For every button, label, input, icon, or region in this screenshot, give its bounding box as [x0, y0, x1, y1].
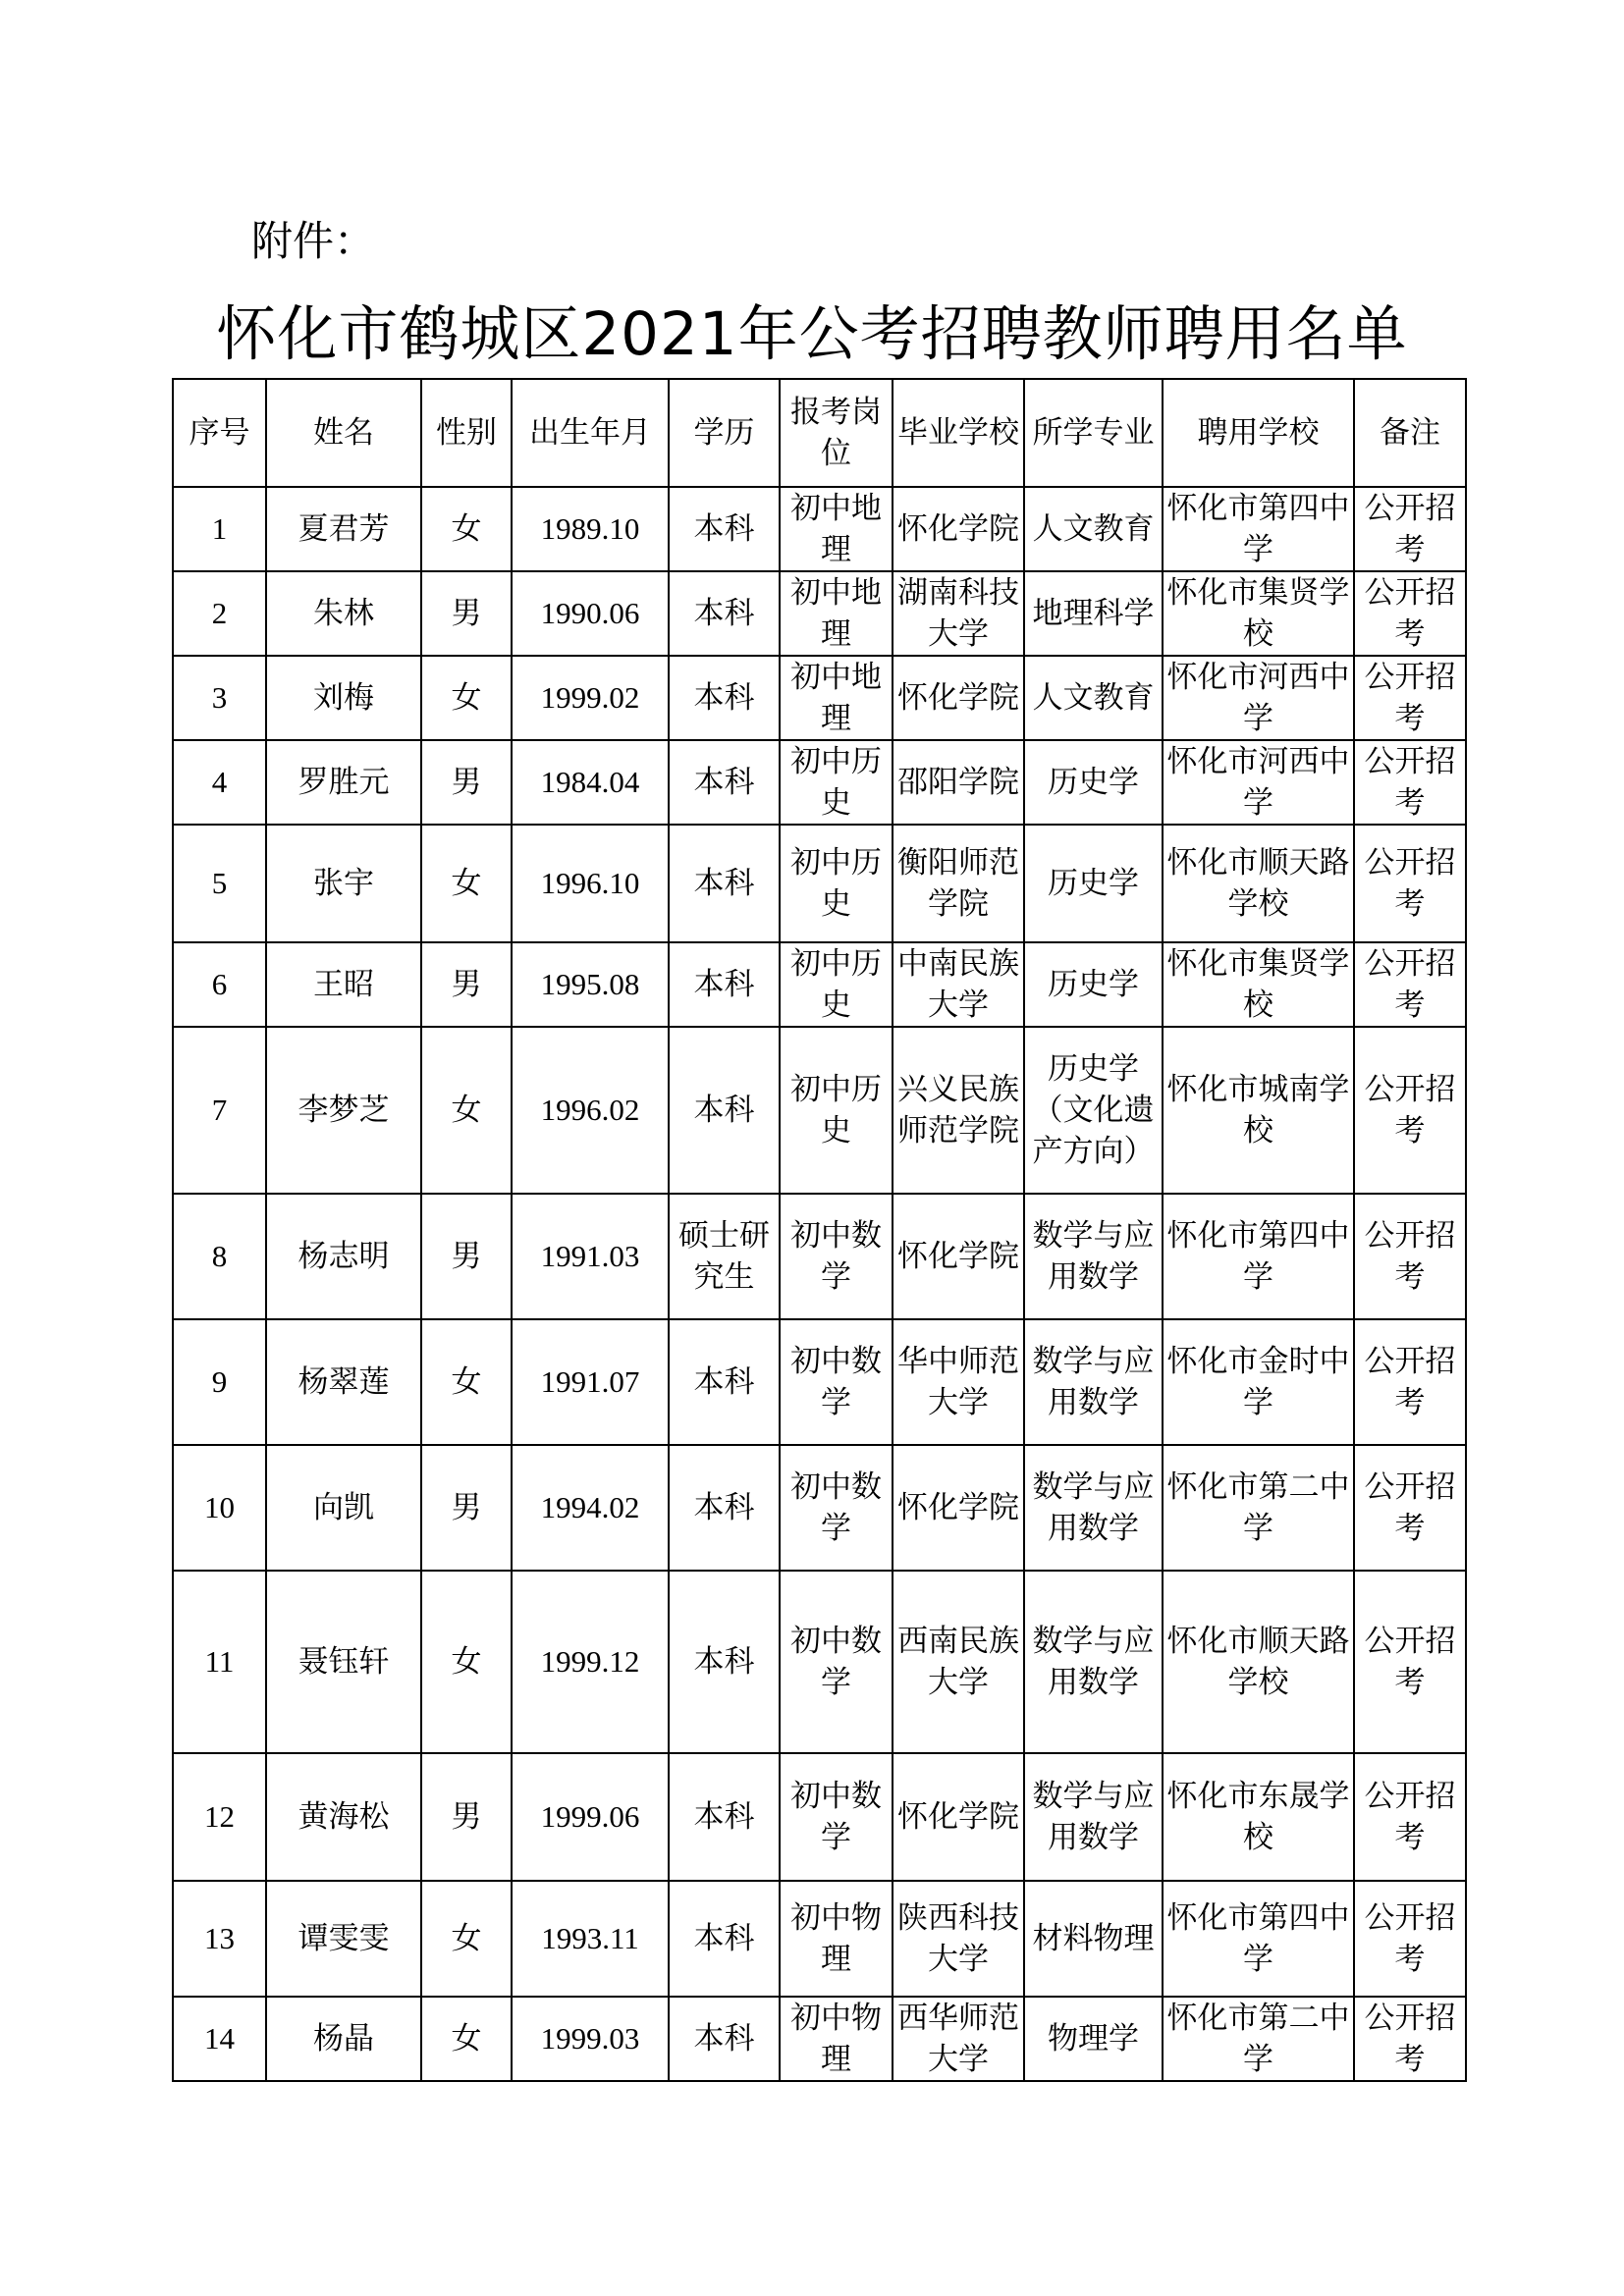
header-cell: 出生年月: [512, 379, 669, 487]
table-cell: 怀化市顺天路学校: [1163, 825, 1354, 942]
table-cell: 本科: [669, 1571, 780, 1753]
table-cell: 2: [173, 571, 266, 656]
table-cell: 历史学: [1024, 740, 1163, 825]
table-cell: 黄海松: [266, 1753, 421, 1881]
table-cell: 初中数学: [780, 1194, 893, 1319]
table-cell: 女: [421, 1997, 512, 2081]
table-row: [173, 487, 1466, 571]
table-row: [173, 942, 1466, 1027]
table-cell: 公开招考: [1354, 1571, 1466, 1753]
table-cell: 6: [173, 942, 266, 1027]
table-cell: 女: [421, 1027, 512, 1194]
table-cell: 初中地理: [780, 571, 893, 656]
table-cell: 怀化市顺天路学校: [1163, 1571, 1354, 1753]
table-cell: 王昭: [266, 942, 421, 1027]
table-cell: 数学与应用数学: [1024, 1319, 1163, 1445]
table-row: [173, 571, 1466, 656]
table-cell: 数学与应用数学: [1024, 1753, 1163, 1881]
header-cell: 所学专业: [1024, 379, 1163, 487]
table-row: [173, 825, 1466, 942]
table-cell: 数学与应用数学: [1024, 1571, 1163, 1753]
table-cell: 男: [421, 942, 512, 1027]
header-cell: 序号: [173, 379, 266, 487]
table-cell: 本科: [669, 1027, 780, 1194]
table-cell: 1989.10: [512, 487, 669, 571]
table-cell: 公开招考: [1354, 740, 1466, 825]
table-row: [173, 656, 1466, 740]
table-cell: 公开招考: [1354, 487, 1466, 571]
table-cell: 硕士研究生: [669, 1194, 780, 1319]
table-cell: 怀化市东晟学校: [1163, 1753, 1354, 1881]
table-cell: 怀化市河西中学: [1163, 656, 1354, 740]
table-cell: 1999.03: [512, 1997, 669, 2081]
table-cell: 西华师范大学: [893, 1997, 1024, 2081]
table-cell: 本科: [669, 1753, 780, 1881]
table-cell: 女: [421, 825, 512, 942]
table-row: [173, 1319, 1466, 1445]
table-cell: 中南民族大学: [893, 942, 1024, 1027]
attachment-label: 附件：: [251, 217, 376, 265]
table-cell: 9: [173, 1319, 266, 1445]
table-cell: 初中历史: [780, 942, 893, 1027]
table-cell: 8: [173, 1194, 266, 1319]
table-cell: 1984.04: [512, 740, 669, 825]
table-cell: 初中数学: [780, 1445, 893, 1571]
table-cell: 西南民族大学: [893, 1571, 1024, 1753]
table-cell: 公开招考: [1354, 825, 1466, 942]
header-cell: 备注: [1354, 379, 1466, 487]
table-cell: 女: [421, 1571, 512, 1753]
table-cell: 男: [421, 740, 512, 825]
table-cell: 陕西科技大学: [893, 1881, 1024, 1997]
table-cell: 1999.02: [512, 656, 669, 740]
table-cell: 谭雯雯: [266, 1881, 421, 1997]
page-title: 怀化市鹤城区2021年公考招聘教师聘用名单: [216, 299, 1408, 369]
table-cell: 怀化学院: [893, 656, 1024, 740]
table-cell: 10: [173, 1445, 266, 1571]
table-cell: 杨翠莲: [266, 1319, 421, 1445]
table-cell: 物理学: [1024, 1997, 1163, 2081]
table-cell: 材料物理: [1024, 1881, 1163, 1997]
table-cell: 初中地理: [780, 487, 893, 571]
table-cell: 怀化市河西中学: [1163, 740, 1354, 825]
table-cell: 杨晶: [266, 1997, 421, 2081]
table-cell: 向凯: [266, 1445, 421, 1571]
table-row: [173, 1881, 1466, 1997]
table-cell: 公开招考: [1354, 1881, 1466, 1997]
table-cell: 人文教育: [1024, 656, 1163, 740]
table-cell: 公开招考: [1354, 1445, 1466, 1571]
table-cell: 初中历史: [780, 1027, 893, 1194]
header-cell: 性别: [421, 379, 512, 487]
table-cell: 本科: [669, 740, 780, 825]
table-cell: 怀化学院: [893, 1445, 1024, 1571]
table-cell: 本科: [669, 1445, 780, 1571]
header-cell: 姓名: [266, 379, 421, 487]
table-cell: 朱林: [266, 571, 421, 656]
table-cell: 怀化市金时中学: [1163, 1319, 1354, 1445]
table-cell: 怀化市第四中学: [1163, 1194, 1354, 1319]
table-cell: 公开招考: [1354, 1027, 1466, 1194]
table-cell: 数学与应用数学: [1024, 1445, 1163, 1571]
table-cell: 女: [421, 1319, 512, 1445]
header-cell: 报考岗位: [780, 379, 893, 487]
table-cell: 怀化市城南学校: [1163, 1027, 1354, 1194]
table-cell: 怀化市第四中学: [1163, 487, 1354, 571]
table-cell: 男: [421, 1753, 512, 1881]
table-cell: 本科: [669, 1997, 780, 2081]
table-cell: 公开招考: [1354, 1997, 1466, 2081]
table-cell: 1999.06: [512, 1753, 669, 1881]
table-cell: 1: [173, 487, 266, 571]
table-cell: 公开招考: [1354, 1753, 1466, 1881]
table-cell: 7: [173, 1027, 266, 1194]
table-cell: 怀化市第二中学: [1163, 1997, 1354, 2081]
table-cell: 初中历史: [780, 740, 893, 825]
table-row: [173, 1027, 1466, 1194]
table-body: [173, 487, 1466, 2081]
table-cell: 本科: [669, 1319, 780, 1445]
table-cell: 人文教育: [1024, 487, 1163, 571]
table-cell: 12: [173, 1753, 266, 1881]
table-row: [173, 740, 1466, 825]
table-row: [173, 1445, 1466, 1571]
table-row: [173, 1571, 1466, 1753]
table-cell: 罗胜元: [266, 740, 421, 825]
table-row: [173, 1997, 1466, 2081]
table-cell: 本科: [669, 942, 780, 1027]
table-cell: 李梦芝: [266, 1027, 421, 1194]
table-cell: 1995.08: [512, 942, 669, 1027]
table-cell: 14: [173, 1997, 266, 2081]
table-cell: 1996.02: [512, 1027, 669, 1194]
table-cell: 怀化学院: [893, 1194, 1024, 1319]
header-cell: 毕业学校: [893, 379, 1024, 487]
table-cell: 1994.02: [512, 1445, 669, 1571]
table-cell: 本科: [669, 487, 780, 571]
table-cell: 初中数学: [780, 1571, 893, 1753]
table-cell: 本科: [669, 1881, 780, 1997]
table-cell: 华中师范大学: [893, 1319, 1024, 1445]
table-cell: 怀化市第四中学: [1163, 1881, 1354, 1997]
table-cell: 初中历史: [780, 825, 893, 942]
table-cell: 历史学: [1024, 942, 1163, 1027]
table-cell: 初中物理: [780, 1997, 893, 2081]
table-cell: 历史学: [1024, 825, 1163, 942]
table-cell: 11: [173, 1571, 266, 1753]
table-cell: 初中数学: [780, 1319, 893, 1445]
table-cell: 公开招考: [1354, 1319, 1466, 1445]
table-cell: 初中数学: [780, 1753, 893, 1881]
table-cell: 本科: [669, 656, 780, 740]
table-cell: 1996.10: [512, 825, 669, 942]
table-row: [173, 1753, 1466, 1881]
table-cell: 怀化市集贤学校: [1163, 571, 1354, 656]
table-cell: 公开招考: [1354, 571, 1466, 656]
table-cell: 兴义民族师范学院: [893, 1027, 1024, 1194]
table-cell: 男: [421, 1445, 512, 1571]
table-cell: 男: [421, 1194, 512, 1319]
table-cell: 衡阳师范学院: [893, 825, 1024, 942]
table-cell: 怀化学院: [893, 1753, 1024, 1881]
table-cell: 怀化市第二中学: [1163, 1445, 1354, 1571]
table-cell: 1999.12: [512, 1571, 669, 1753]
header-cell: 聘用学校: [1163, 379, 1354, 487]
table-cell: 地理科学: [1024, 571, 1163, 656]
table-cell: 湖南科技大学: [893, 571, 1024, 656]
table-cell: 初中地理: [780, 656, 893, 740]
table-cell: 女: [421, 487, 512, 571]
table-cell: 数学与应用数学: [1024, 1194, 1163, 1319]
table-cell: 1993.11: [512, 1881, 669, 1997]
table-cell: 公开招考: [1354, 656, 1466, 740]
table-cell: 杨志明: [266, 1194, 421, 1319]
table-cell: 男: [421, 571, 512, 656]
table-row: [173, 1194, 1466, 1319]
table-cell: 夏君芳: [266, 487, 421, 571]
table-cell: 本科: [669, 571, 780, 656]
table-cell: 13: [173, 1881, 266, 1997]
table-cell: 刘梅: [266, 656, 421, 740]
table-cell: 公开招考: [1354, 942, 1466, 1027]
table-cell: 张宇: [266, 825, 421, 942]
table-cell: 1990.06: [512, 571, 669, 656]
table-cell: 初中物理: [780, 1881, 893, 1997]
table-header-row: [173, 379, 1466, 487]
table-cell: 怀化学院: [893, 487, 1024, 571]
hiring-list-table: [172, 378, 1467, 2082]
table-cell: 聂钰轩: [266, 1571, 421, 1753]
table-cell: 女: [421, 1881, 512, 1997]
table-cell: 邵阳学院: [893, 740, 1024, 825]
table-cell: 1991.07: [512, 1319, 669, 1445]
header-cell: 学历: [669, 379, 780, 487]
table-cell: 3: [173, 656, 266, 740]
table-cell: 怀化市集贤学校: [1163, 942, 1354, 1027]
table-cell: 5: [173, 825, 266, 942]
table-cell: 1991.03: [512, 1194, 669, 1319]
table-cell: 4: [173, 740, 266, 825]
table-cell: 本科: [669, 825, 780, 942]
table-cell: 女: [421, 656, 512, 740]
table-cell: 历史学（文化遗产方向）: [1024, 1027, 1163, 1194]
table-cell: 公开招考: [1354, 1194, 1466, 1319]
